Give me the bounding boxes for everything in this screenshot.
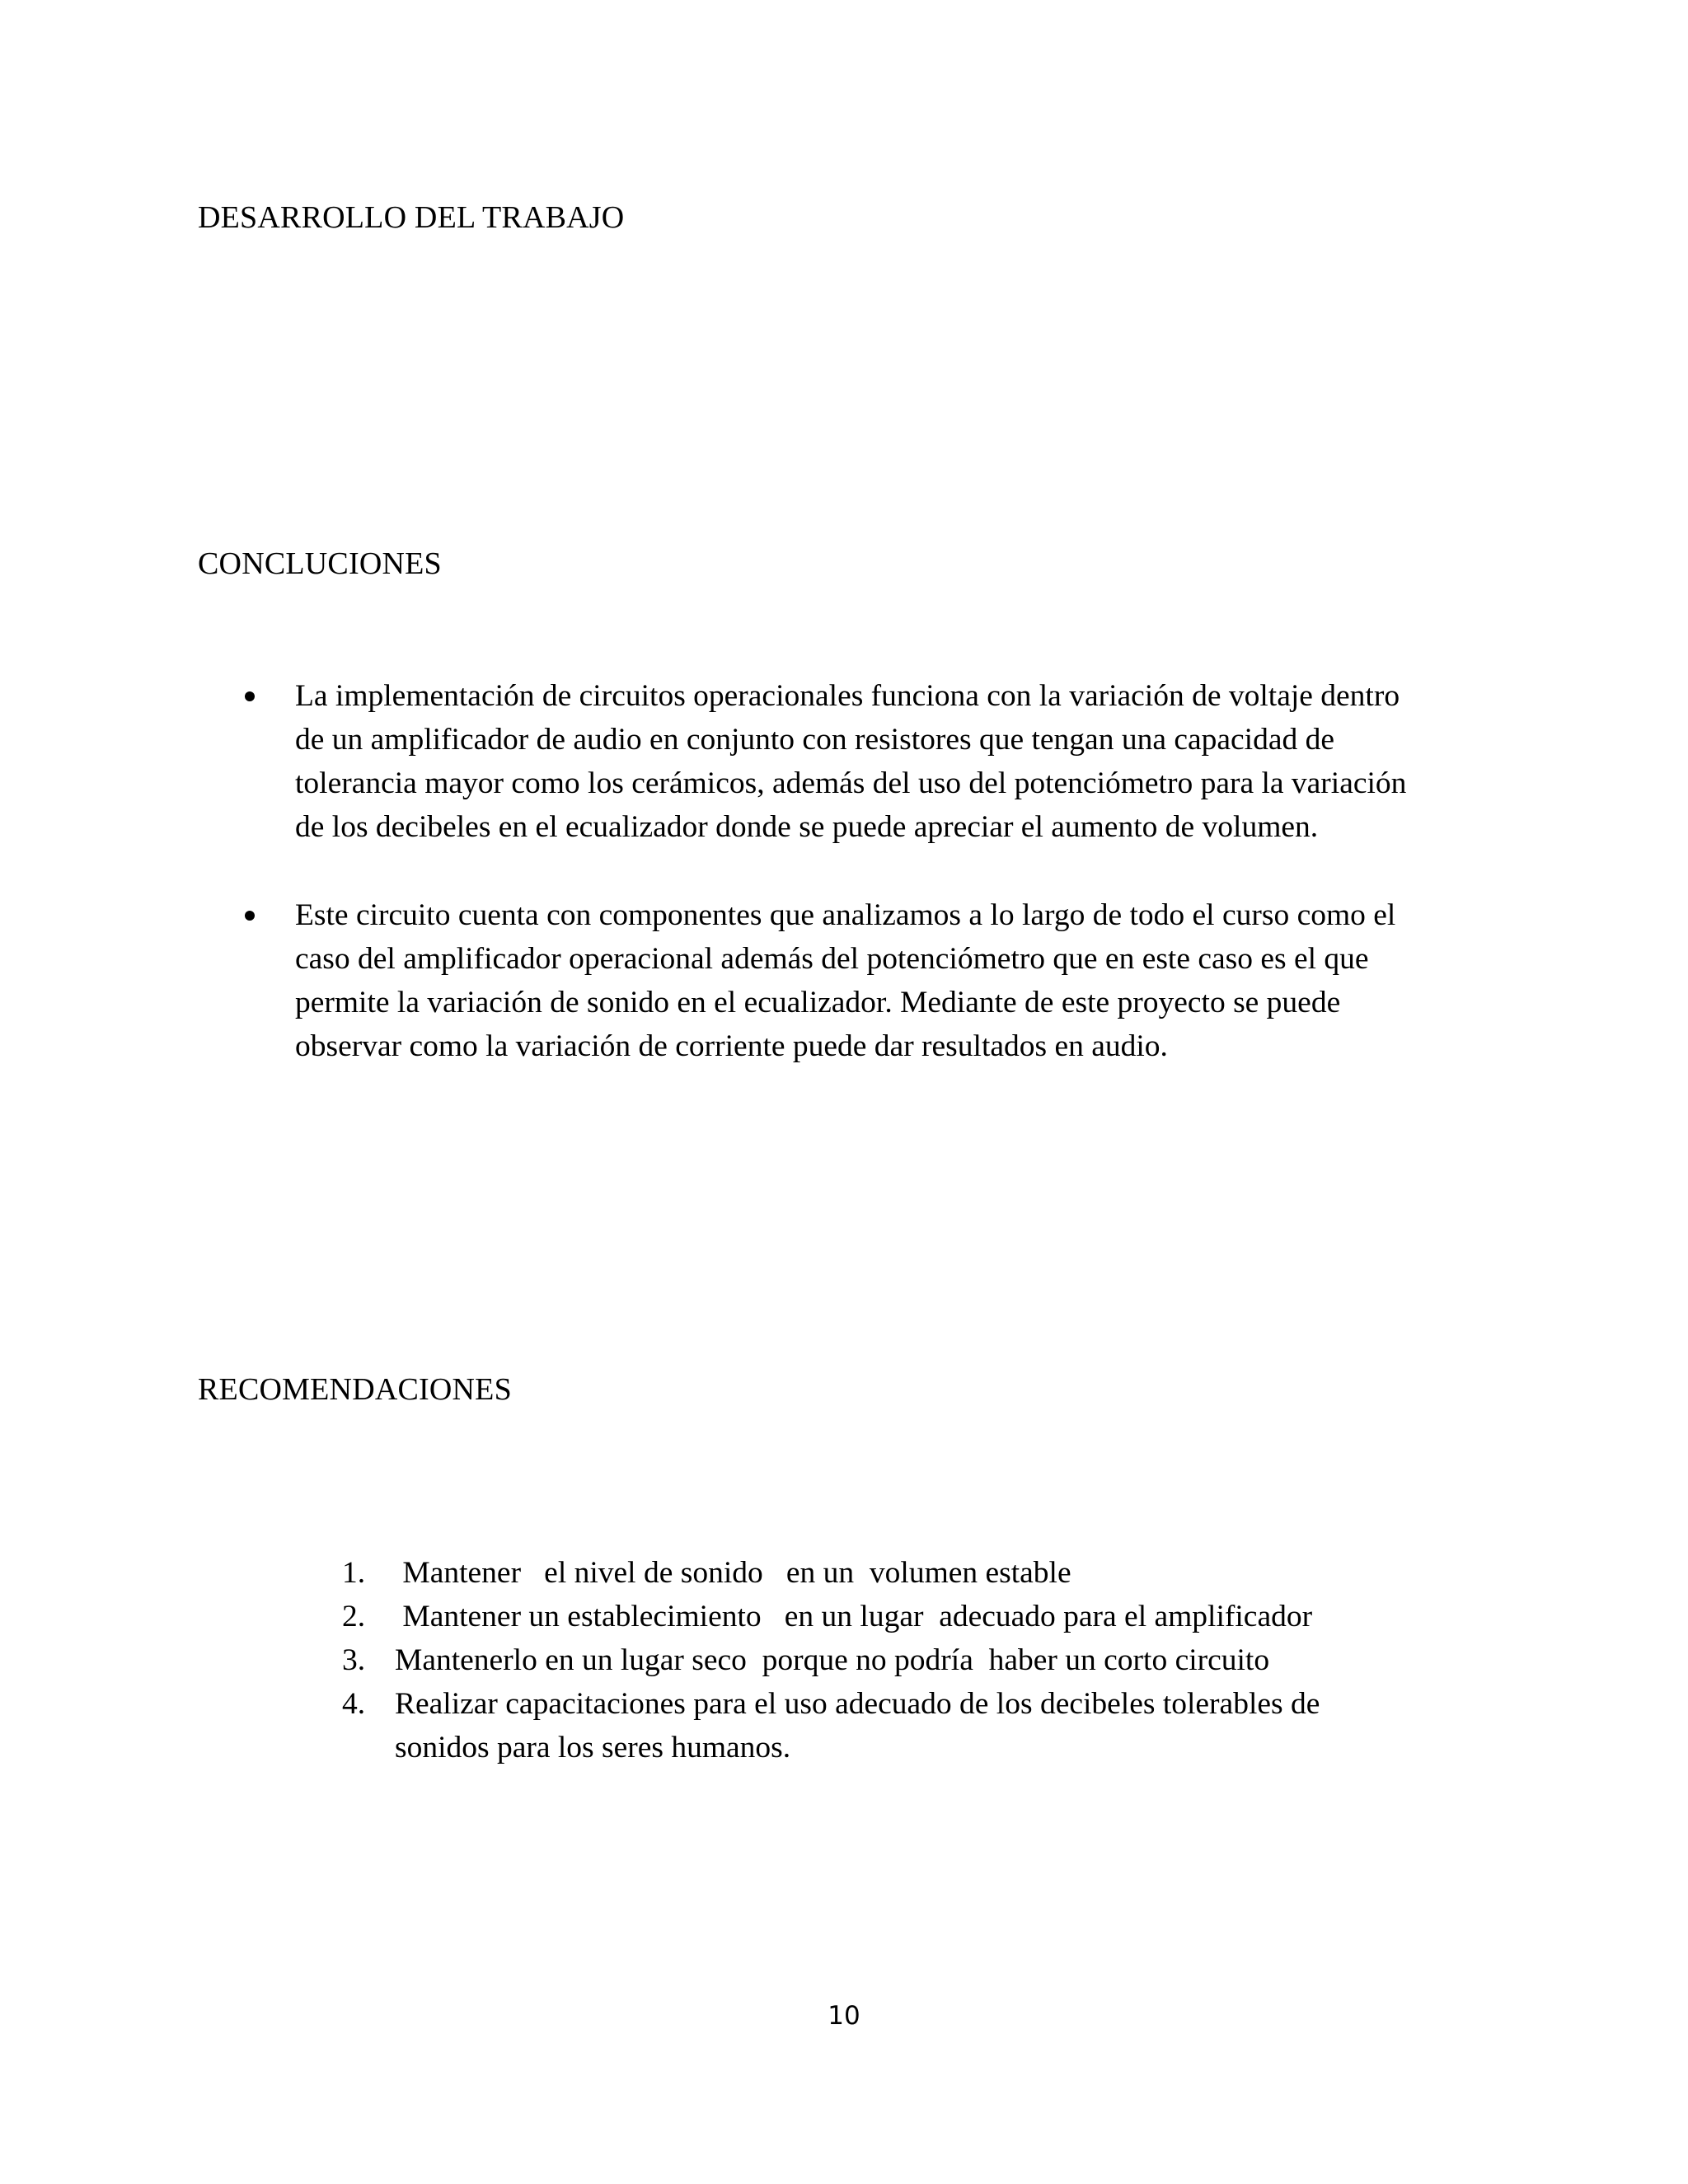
page-number: 10 [828,2001,860,2031]
bullet-icon [245,911,255,921]
list-item [342,1551,1496,1595]
text-line: caso del amplificador operacional además del potenciómetro que en este caso es el que [295,942,1369,976]
list-number: 2. [342,1600,366,1633]
text-line: de los decibeles en el ecualizador donde se puede apreciar el aumento de volumen. [295,810,1319,844]
bullet-text [295,893,1482,1068]
list-number: 3. [342,1643,366,1677]
text-line: tolerancia mayor como los cerámicos, además del uso del potenciómetro para la variación [295,766,1407,800]
recommendations-list [342,1551,1496,1769]
text-line: permite la variación de sonido en el ecualizador. Mediante de este proyecto se puede [295,986,1341,1019]
list-number: 1. [342,1556,366,1590]
list-item [342,1595,1496,1638]
text-line: La implementación de circuitos operacionales funciona con la variación de voltaje dentro [295,679,1400,713]
heading-desarrollo: DESARROLLO DEL TRABAJO [198,200,625,235]
bullet-text [295,674,1482,849]
text-line: observar como la variación de corriente puede dar resultados en audio. [295,1029,1168,1063]
list-item-text: Mantener un establecimiento en un lugar adecuado para el amplificador [395,1600,1313,1633]
bullet-icon [245,691,255,701]
list-item-text: sonidos para los seres humanos. [395,1731,791,1765]
list-item-text: Mantener el nivel de sonido en un volumen estable [395,1556,1071,1590]
list-number: 4. [342,1687,366,1721]
list-item-text: Mantenerlo en un lugar seco porque no podría haber un corto circuito [395,1643,1270,1677]
heading-recomendaciones: RECOMENDACIONES [198,1372,512,1407]
list-item-text: Realizar capacitaciones para el uso adecuado de los decibeles tolerables de [395,1687,1320,1721]
text-line: de un amplificador de audio en conjunto con resistores que tengan una capacidad de [295,723,1334,757]
text-line: Este circuito cuenta con componentes que analizamos a lo largo de todo el curso como el [295,898,1396,932]
heading-conclusiones: CONCLUCIONES [198,546,442,581]
list-item [342,1682,1496,1769]
list-item [342,1638,1496,1682]
